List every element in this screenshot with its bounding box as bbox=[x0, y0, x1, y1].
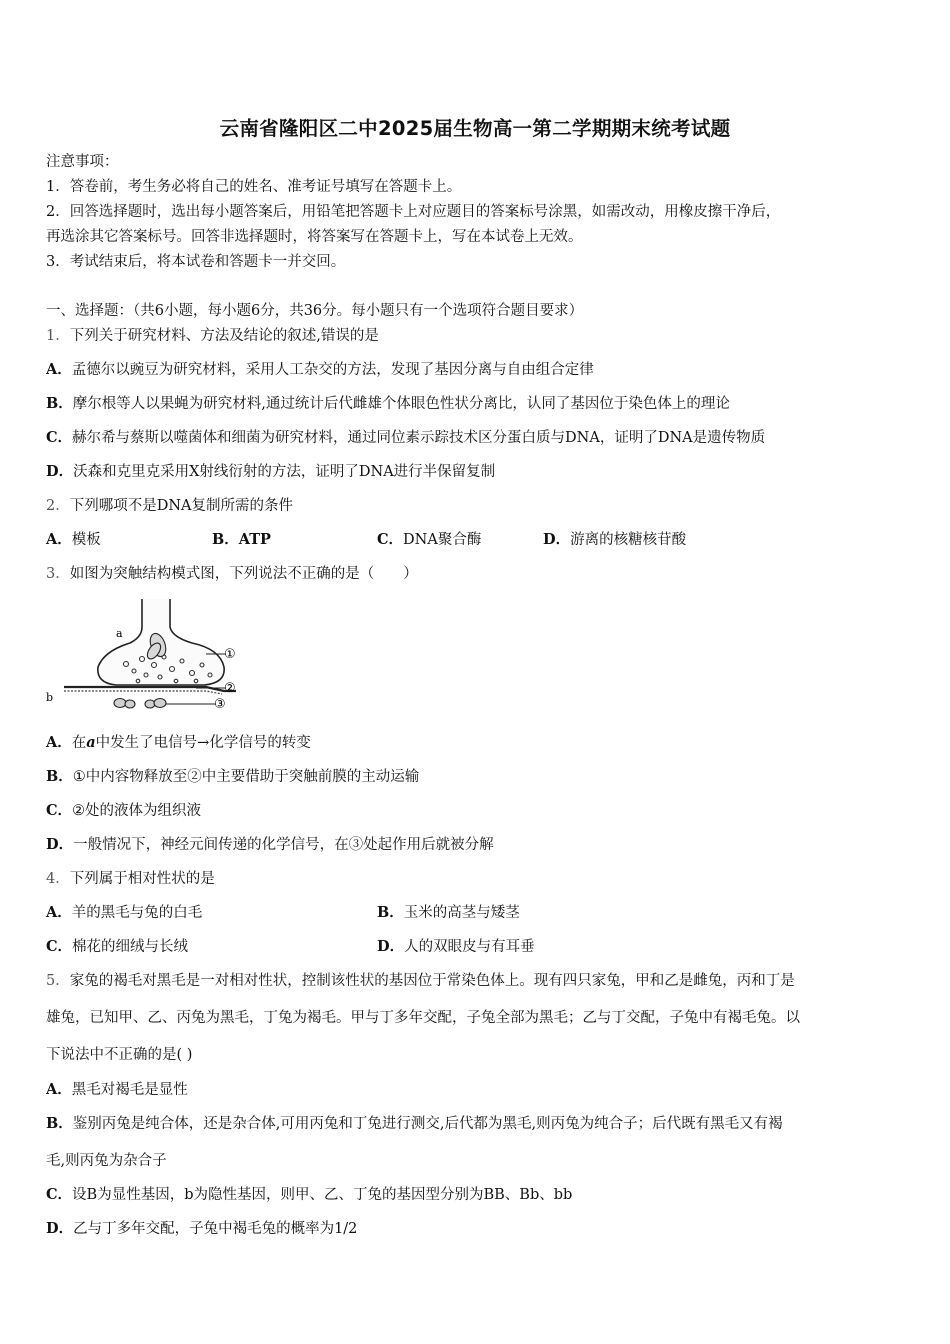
question-5 bbox=[46, 971, 795, 991]
question-1 bbox=[46, 326, 379, 346]
label-a: a bbox=[116, 627, 123, 640]
option-a bbox=[46, 1080, 188, 1100]
option-b bbox=[46, 767, 419, 787]
option-text: 一般情况下，神经元间传递的化学信号，在③处起作用后就被分解 bbox=[73, 837, 494, 853]
option-label: B． bbox=[377, 904, 404, 921]
option-b bbox=[212, 530, 271, 550]
question-3 bbox=[46, 564, 418, 584]
notice-item: 2．回答选择题时，选出每小题答案后，用铅笔把答题卡上对应题目的答案标号涂黑，如需改动，用橡皮擦干净后， bbox=[46, 204, 781, 220]
page-title: 云南省隆阳区二中2025届生物高一第二学期期末统考试题 bbox=[219, 117, 731, 140]
option-d bbox=[377, 937, 535, 957]
option-text: ②处的液体为组织液 bbox=[72, 803, 202, 819]
option-text: 孟德尔以豌豆为研究材料，采用人工杂交的方法，发现了基因分离与自由组合定律 bbox=[71, 362, 594, 378]
option-b-continued: 毛,则丙兔为杂合子 bbox=[46, 1153, 167, 1169]
option-b bbox=[377, 903, 520, 923]
notice-item: 再选涂其它答案标号。回答非选择题时，将答案写在答题卡上，写在本试卷上无效。 bbox=[46, 229, 583, 245]
option-label: A． bbox=[46, 904, 72, 921]
option-text: ①中内容物释放至②中主要借助于突触前膜的主动运输 bbox=[72, 769, 420, 785]
option-text: 摩尔根等人以果蝇为研究材料,通过统计后代雌雄个体眼色性状分离比，认同了基因位于染色体上的理论 bbox=[72, 396, 730, 412]
option-text: 模板 bbox=[71, 532, 101, 548]
notice-item: 1．答卷前，考生务必将自己的姓名、准考证号填写在答题卡上。 bbox=[46, 179, 462, 195]
label-b: b bbox=[46, 691, 54, 704]
option-label: A． bbox=[46, 734, 72, 751]
option-text: 人的双眼皮与有耳垂 bbox=[404, 939, 535, 955]
option-c bbox=[46, 937, 188, 957]
option-label: C． bbox=[46, 802, 73, 819]
synapse-diagram bbox=[46, 597, 246, 717]
option-label: D． bbox=[46, 836, 74, 853]
option-d bbox=[543, 530, 686, 550]
option-b bbox=[46, 394, 730, 414]
question-stem: 如图为突触结构模式图，下列说法不正确的是（ ） bbox=[69, 566, 418, 582]
question-number: 4． bbox=[46, 871, 70, 887]
option-text: 沃森和克里克采用X射线衍射的方法，证明了DNA进行半保留复制 bbox=[73, 464, 496, 480]
question-stem: 家兔的褐毛对黑毛是一对相对性状，控制该性状的基因位于常染色体上。现有四只家兔，甲和乙是雌兔，丙和丁是 bbox=[69, 973, 795, 989]
question-number: 3． bbox=[46, 566, 70, 582]
question-number: 2． bbox=[46, 498, 70, 514]
option-text: 在 bbox=[71, 735, 87, 751]
option-b bbox=[46, 1114, 783, 1134]
option-label: A． bbox=[46, 531, 72, 548]
option-text: ATP bbox=[238, 531, 271, 548]
option-text: 鉴别丙兔是纯合体，还是杂合体,可用丙兔和丁兔进行测交,后代都为黑毛,则丙兔为纯合子；后代既有黑毛又有褐 bbox=[72, 1116, 783, 1132]
question-stem: 下列属于相对性状的是 bbox=[69, 871, 215, 887]
option-label: B． bbox=[46, 395, 73, 412]
option-label: B． bbox=[212, 531, 239, 548]
option-text: 游离的核糖核苷酸 bbox=[570, 532, 687, 548]
option-text: 黑毛对褐毛是显性 bbox=[71, 1082, 188, 1098]
label-2: ② bbox=[224, 681, 236, 696]
option-c bbox=[377, 530, 481, 550]
option-a bbox=[46, 733, 311, 753]
question-2 bbox=[46, 496, 293, 516]
receptors bbox=[114, 699, 166, 709]
option-label: D． bbox=[377, 938, 405, 955]
label-3: ③ bbox=[214, 697, 226, 712]
option-text: 羊的黑毛与兔的白毛 bbox=[71, 905, 203, 921]
notice-item: 3．考试结束后，将本试卷和答题卡一并交回。 bbox=[46, 254, 346, 270]
option-label: D． bbox=[46, 1220, 74, 1237]
option-label: C． bbox=[46, 429, 73, 446]
option-d bbox=[46, 462, 495, 482]
option-text: 中发生了电信号→化学信号的转变 bbox=[95, 735, 311, 751]
option-label: D． bbox=[46, 463, 74, 480]
option-a bbox=[46, 530, 101, 550]
question-stem: 下列关于研究材料、方法及结论的叙述,错误的是 bbox=[69, 328, 379, 344]
option-italic: a bbox=[86, 734, 96, 751]
notice-heading: 注意事项： bbox=[46, 154, 119, 170]
option-label: C． bbox=[46, 938, 73, 955]
label-1: ① bbox=[224, 647, 236, 662]
option-text: 玉米的高茎与矮茎 bbox=[403, 905, 520, 921]
option-c bbox=[46, 801, 201, 821]
option-c bbox=[46, 1185, 572, 1205]
option-d bbox=[46, 1219, 357, 1239]
question-stem-line: 雄兔，已知甲、乙、丙兔为黑毛，丁兔为褐毛。甲与丁多年交配，子兔全部为黑毛；乙与丁交配，子兔中有褐毛兔。以 bbox=[46, 1010, 800, 1026]
option-c bbox=[46, 428, 765, 448]
option-text: 赫尔希与蔡斯以噬菌体和细菌为研究材料，通过同位素示踪技术区分蛋白质与DNA，证明了DNA是遗传物质 bbox=[72, 430, 766, 446]
question-stem-line: 下说法中不正确的是( ) bbox=[46, 1047, 193, 1063]
option-label: B． bbox=[46, 768, 73, 785]
option-label: B． bbox=[46, 1115, 73, 1132]
option-text: 乙与丁多年交配，子兔中褐毛兔的概率为1/2 bbox=[73, 1221, 358, 1237]
option-a bbox=[46, 903, 202, 923]
option-text: DNA聚合酶 bbox=[403, 532, 482, 548]
option-text: 棉花的细绒与长绒 bbox=[72, 939, 189, 955]
section-heading: 一、选择题：（共6小题，每小题6分，共36分。每小题只有一个选项符合题目要求） bbox=[46, 303, 584, 319]
option-d bbox=[46, 835, 494, 855]
question-number: 5． bbox=[46, 973, 70, 989]
option-a bbox=[46, 360, 594, 380]
option-label: C． bbox=[46, 1186, 73, 1203]
question-stem: 下列哪项不是DNA复制所需的条件 bbox=[69, 498, 294, 514]
option-label: A． bbox=[46, 361, 72, 378]
option-label: D． bbox=[543, 531, 571, 548]
question-number: 1． bbox=[46, 328, 70, 344]
question-4 bbox=[46, 869, 215, 889]
option-label: A． bbox=[46, 1081, 72, 1098]
option-text: 设B为显性基因，b为隐性基因，则甲、乙、丁兔的基因型分别为BB、Bb、bb bbox=[72, 1187, 573, 1203]
option-label: C． bbox=[377, 531, 404, 548]
